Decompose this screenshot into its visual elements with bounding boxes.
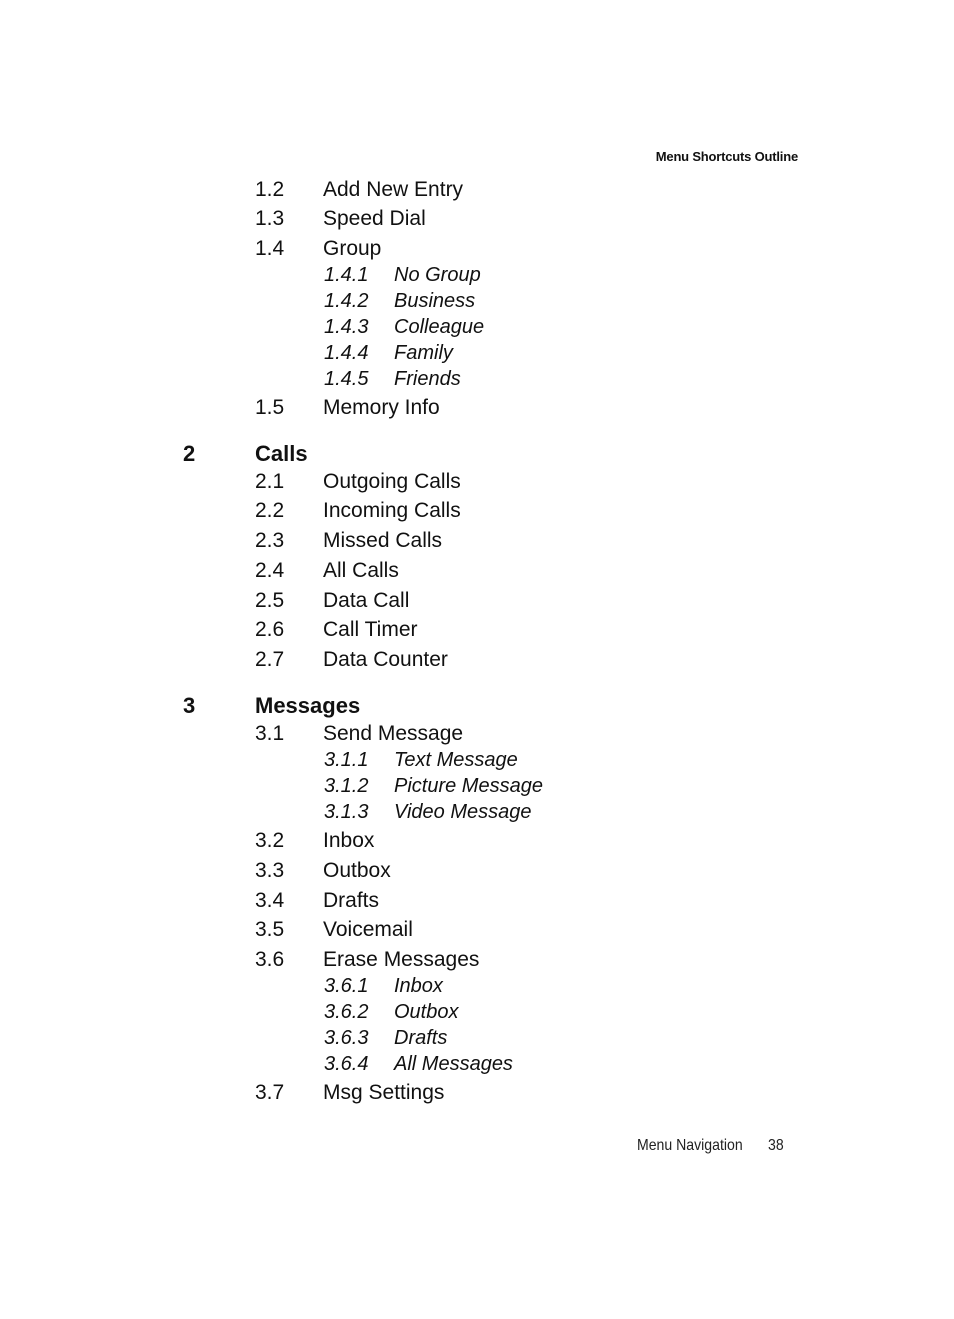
outline-item-number: 1.4.3 [324,316,369,338]
outline-item-label: Erase Messages [323,948,480,971]
outline-item-number: 1.4.4 [324,342,369,364]
outline-item-number: 3.1 [255,722,285,745]
outline-item-label: Missed Calls [323,529,443,552]
outline-item-number: 3.6.3 [324,1027,369,1049]
page-number: 38 [768,1137,784,1154]
outline-item-label: Inbox [394,975,443,997]
outline-item-label: Messages [255,693,361,718]
outline-item-number: 1.4.5 [324,368,369,390]
outline-item-label: Send Message [323,722,464,745]
outline-item-label: Group [323,237,382,260]
outline-item-number: 3.1.3 [324,801,369,823]
outline-item-label: Voicemail [323,918,413,941]
outline-item-label: Inbox [323,829,375,852]
outline-item-label: All Messages [394,1053,513,1075]
outline-item-label: Add New Entry [323,178,464,201]
outline-item-number: 3.6.4 [324,1053,369,1075]
running-header-title: Menu Shortcuts Outline [655,149,798,164]
outline-item-number: 1.4.1 [324,264,369,286]
outline-item-label: Text Message [394,749,518,771]
outline-item-label: Colleague [394,316,485,338]
outline-item-number: 2 [183,441,196,466]
outline-item-number: 2.2 [255,499,285,522]
outline-item-label: Family [394,342,453,364]
outline-item-number: 3.3 [255,859,285,882]
outline-item-label: All Calls [323,559,399,582]
outline-item-number: 2.5 [255,589,285,612]
outline-item-label: Drafts [323,889,380,912]
outline-item-number: 3.6 [255,948,285,971]
outline-item-number: 3.5 [255,918,285,941]
outline-item-number: 1.4 [255,237,285,260]
outline-item-label: Data Counter [323,648,448,671]
outline-item-number: 2.7 [255,648,285,671]
outline-item-label: Outbox [323,859,391,882]
outline-item-label: Incoming Calls [323,499,461,522]
outline-item-number: 1.5 [255,396,285,419]
outline-item-number: 3.6.1 [324,975,369,997]
outline-item-label: Outgoing Calls [323,470,461,493]
outline-item-label: Picture Message [394,775,543,797]
outline-item-label: Friends [394,368,461,390]
outline-item-label: Outbox [394,1001,459,1023]
outline-item-number: 1.3 [255,207,285,230]
outline-item-number: 2.6 [255,618,285,641]
outline-item-number: 3.1.2 [324,775,369,797]
outline-item-label: No Group [394,264,481,286]
outline-item-label: Calls [255,441,308,466]
outline-item-number: 2.3 [255,529,285,552]
outline-item-label: Video Message [394,801,532,823]
outline-item-label: Call Timer [323,618,418,641]
outline-item-number: 2.4 [255,559,285,582]
outline-item-number: 3.6.2 [324,1001,369,1023]
outline-item-label: Speed Dial [323,207,426,230]
outline-item-number: 2.1 [255,470,285,493]
outline-item-label: Drafts [394,1027,448,1049]
outline-item-number: 3.2 [255,829,285,852]
outline-item-number: 3.1.1 [324,749,369,771]
outline-item-number: 3 [183,693,196,718]
outline-item-number: 1.2 [255,178,285,201]
outline-item-number: 3.7 [255,1081,285,1104]
footer-section-name: Menu Navigation [637,1137,743,1154]
outline-item-number: 3.4 [255,889,285,912]
outline-item-label: Data Call [323,589,410,612]
outline-item-label: Memory Info [323,396,440,419]
outline-item-label: Business [394,290,476,312]
outline-item-number: 1.4.2 [324,290,369,312]
outline-item-label: Msg Settings [323,1081,445,1104]
